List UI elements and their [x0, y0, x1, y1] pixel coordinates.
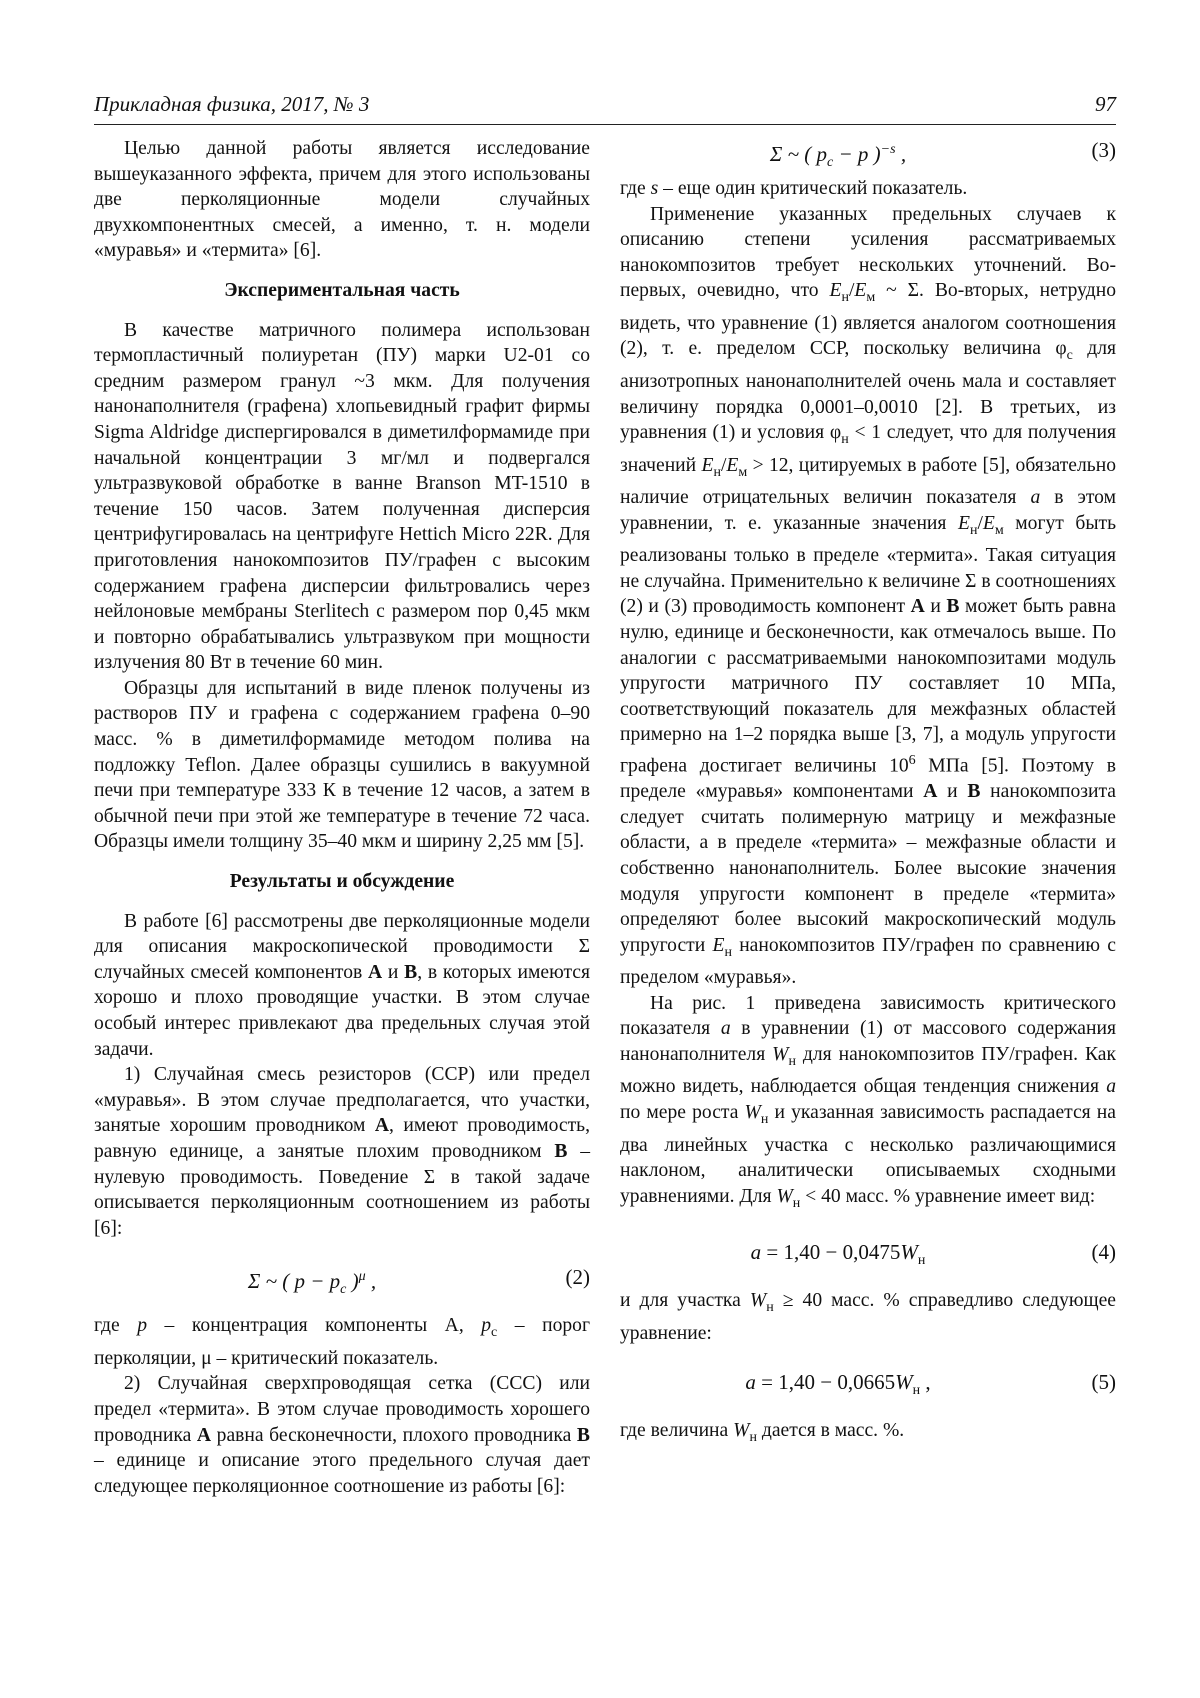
paragraph-units-note: где величина $W_н$ дается в масс. %.	[620, 1420, 905, 1446]
equation-number: (5)	[1091, 1370, 1116, 1395]
equation-number: (4)	[1091, 1240, 1116, 1265]
paragraph-eq2-explanation: где p – концентрация компоненты A, $p_c$ – порог перколяции, μ – критический показатель.	[94, 1315, 591, 1369]
paragraph-samples: Образцы для испытаний в виде пленок получены из растворов ПУ и графена с содержанием графена 0–90 масс. % в диметилформамиде методом полива на подложку Teflon. Далее образцы сушились в вакуумной печи при температуре 333 К в течение 12 часов, а затем в обычной печи при этой же температуре в течение 72 часа. Образцы имели толщину 35–40 мкм и ширину 2,25 мм [5].	[94, 677, 590, 853]
paragraph-percolation-models: В работе [6] рассмотрены две перколяционные модели для описания макроскопической проводимости Σ случайных смесей компонентов A и B, в которых имеются хорошо и плохо проводящие участки. В этом случае особый интерес привлекают два предельных случая этой задачи.	[94, 910, 590, 1060]
journal-title: Прикладная физика, 2017, № 3	[94, 92, 370, 116]
paragraph-intro: Целью данной работы является исследование вышеуказанного эффекта, причем для этого использованы две перколяционные модели случайных двухкомпонентных смесей, а именно, т. н. модели «муравья» и «термита» [6].	[94, 138, 590, 262]
equation-3: Σ ~ ( $p_c - p$ )$^{-s}$ , (3)	[620, 124, 1116, 176]
paragraph-materials: В качестве матричного полимера использован термопластичный полиуретан (ПУ) марки U2-01 со средним размером гранул ~3 мкм. Для получения нанонаполнителя (графена) хлопьевидный графит фирмы Sigma Aldridge диспергировался в диметилформамиде при начальной концентрации 3 мг/мл и подвергался ультразвуковой обработке в ванне Branson MT-1510 в течение 150 часов. Затем полученная дисперсия центрифугировалась на центрифуге Hettich Micro 22R. Для приготовления нанокомпозитов ПУ/графен с высоким содержанием графена дисперсии фильтровались через нейлоновые мембраны Sterlitech с размером пор 0,45 мкм и повторно обрабатывались ультразвуком при мощности излучения 80 Вт в течение 60 мин.	[94, 319, 590, 674]
page-number: 97	[1095, 92, 1116, 116]
paragraph-eq3-explanation: где s – еще один критический показатель.	[620, 178, 968, 199]
paragraph-application: Применение указанных предельных случаев к описанию степени усиления рассматриваемых нанокомпозитов требует нескольких уточнений. Во-первых, очевидно, что $E_н/E_м$ ~ Σ. Во-вторых, нетрудно видеть, что уравнение (1) является аналогом соотношения (2), т. е. пределом ССР, поскольку величина $\varphi_c$ для анизотропных нанонаполнителей очень мала и составляет величину порядка 0,0001–0,0010 [2]. В третьих, из уравнения (1) и условия $\varphi_н < 1$ следует, что для получения значений $E_н/E_м > 12$, цитируемых в работе [5], обязательно наличие отрицательных величин показателя a в этом уравнении, т. е. указанные значения $E_н/E_м$ могут быть реализованы только в пределе «термита». Такая ситуация не случайна. Применительно к величине Σ в соотношениях (2) и (3) проводимость компонент A и B может быть равна нулю, единице и бесконечности, как отмечалось выше. По аналогии с рассматриваемыми нанокомпозитами модуль упругости матричного ПУ составляет 10 МПа, соответствующий показатель для межфазных областей примерно на 1–2 порядка выше [3, 7], а модуль упругости графена достигает величины $10^6$ МПа [5]. Поэтому в пределе «муравья» компонентами A и B нанокомпозита следует считать полимерную матрицу и межфазные области, а в пределе «термита» – межфазные области и собственно нанонаполнитель. Более высокие значения модуля упругости компонент в пределе «термита» определяют более высокий макроскопический модуль упругости $E_н$ нанокомпозитов ПУ/графен по сравнению с пределом «муравья».	[620, 203, 1117, 989]
equation-4: $a = 1,40 - 0,0475W_н$ (4)	[620, 1226, 1116, 1278]
paragraph-termite-limit: 2) Случайная сверхпроводящая сетка (ССС) или предел «термита». В этом случае проводимость хорошего проводника A равна бесконечности, плохого проводника B – единице и описание этого предельного случая дает следующее перколяционное соотношение из работы [6]:	[94, 1373, 590, 1497]
section-heading-experimental: Экспериментальная часть	[224, 279, 460, 301]
paragraph-ant-limit: 1) Случайная смесь резисторов (ССР) или предел «муравья». В этом случае предполагается, что участки, занятые хорошим проводником A, имеют проводимость, равную единице, а занятые плохим проводником B – нулевую проводимость. Поведение Σ в такой задаче описывается перколяционным соотношением из работы [6]:	[94, 1064, 591, 1239]
section-heading-results: Результаты и обсуждение	[229, 871, 455, 893]
right-column	[620, 136, 1116, 1451]
paragraph-eq5-intro: и для участка $W_н \ge 40$ масс. % справедливо следующее уравнение:	[620, 1290, 1117, 1344]
left-column	[94, 136, 590, 1499]
paragraph-figure-1: На рис. 1 приведена зависимость критического показателя a в уравнении (1) от массового содержания нанонаполнителя $W_н$ для нанокомпозитов ПУ/графен. Как можно видеть, наблюдается общая тенденция снижения a по мере роста $W_н$ и указанная зависимость распадается на два линейных участка с несколько различающимися наклоном, аналитически описываемых сходными уравнениями. Для $W_н < 40$ масс. % уравнение имеет вид:	[620, 992, 1116, 1211]
running-header	[94, 92, 1116, 125]
equation-2: Σ ~ ( $p - p_c$ )$^\mu$ , (2)	[94, 1251, 590, 1303]
equation-5: $a = 1,40 - 0,0665W_н$ , (5)	[620, 1356, 1116, 1408]
equation-number: (2)	[565, 1265, 590, 1290]
equation-number: (3)	[1091, 138, 1116, 162]
